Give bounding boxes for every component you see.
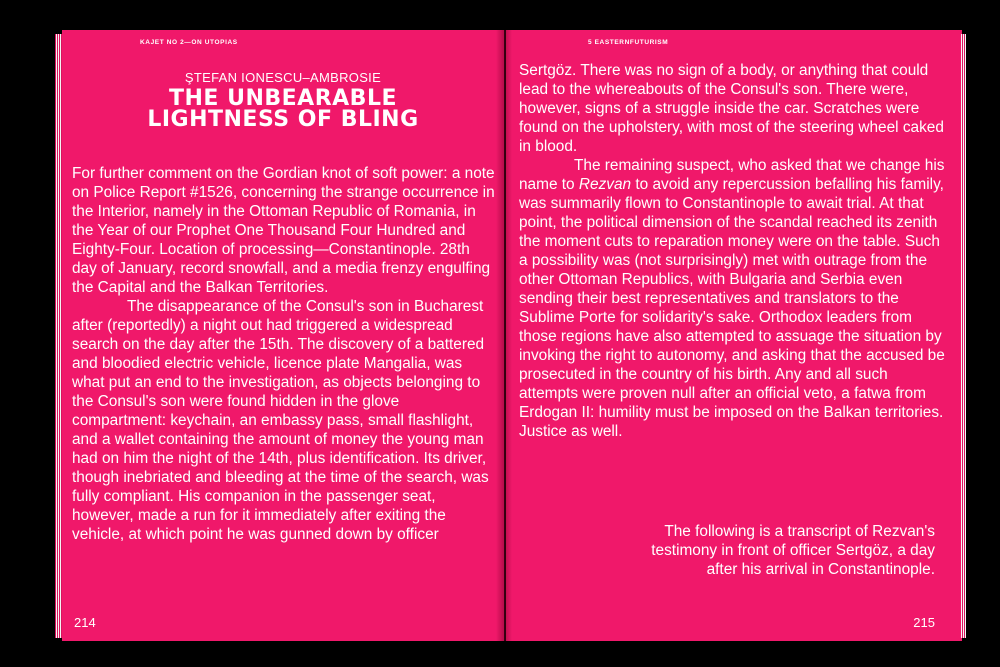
transcript-intro-line-3: after his arrival in Constantinople.	[706, 561, 935, 578]
title-line-2: LIGHTNESS OF BLING	[147, 107, 419, 132]
right-paragraph-2	[519, 156, 949, 441]
article-title	[62, 88, 504, 130]
page-number-left: 214	[74, 615, 96, 630]
magazine-spread	[55, 30, 966, 641]
running-head-right: 5 EASTERNFUTURISM	[588, 39, 669, 46]
paragraph-2-rest: to avoid any repercussion befalling his family, was summarily flown to Constantinople to await trial. At that point, the political dimension of the scandal reached its zenith the moment cuts to reparation money were on the table. Such a possibility was (not surprisingly) met with outrage from the other Ottoman Republics, with Bulgaria and Serbia even sending their best representatives and translators to the Sublime Porte for solidarity's sake. Orthodox leaders from those regions have also attempted to assuage the situation by invoking the right to autonomy, and asking that the accused be prosecuted in the country of his birth. Any and all such attempts were proven null after an official veto, a fatwa from Erdogan II: humility must be imposed on the Balkan territories. Justice as well.	[519, 176, 945, 440]
left-body-text	[72, 164, 497, 544]
transcript-intro	[605, 522, 935, 579]
running-head-left: KAJET NO 2—ON UTOPIAS	[140, 39, 238, 46]
page-number-right: 215	[913, 615, 935, 630]
right-page	[506, 30, 962, 641]
page-edges-right	[961, 34, 966, 638]
left-paragraph-2: The disappearance of the Consul's son in Bucharest after (reportedly) a night out had triggered a widespread search on the day after the 15th. The discovery of a battered and bloodied electric vehicle, licence plate Mangalia, was what put an end to the investigation, as objects belonging to the Consul's son were found hidden in the glove compartment: keychain, an embassy pass, small flashlight, and a wallet containing the amount of money the young man had on him the night of the 14th, plus identification. Its driver, though inebriated and bleeding at the time of the search, was fully compliant. His companion in the passenger seat, however, made a run for it immediately after exiting the vehicle, at which point he was gunned down by officer	[72, 298, 489, 543]
right-paragraph-1: Sertgöz. There was no sign of a body, or anything that could lead to the whereabouts of the Consul's son. There were, however, signs of a struggle inside the car. Scratches were found on the upholstery, with most of the steering wheel caked in blood.	[519, 62, 944, 155]
right-body-text	[519, 61, 949, 441]
transcript-intro-line-1: The following is a transcript of Rezvan's	[664, 523, 935, 540]
transcript-intro-line-2: testimony in front of officer Sertgöz, a day	[651, 542, 935, 559]
paragraph-2-start: The remaining suspect, who asked that we change his name to	[519, 157, 945, 193]
left-page	[62, 30, 504, 641]
left-paragraph-1: For further comment on the Gordian knot of soft power: a note on Police Report #1526, concerning the strange occurrence in the Interior, namely in the Ottoman Republic of Romania, in the Year of our Prophet One Thousand Four Hundred and Eighty-Four. Location of processing—Constantinople. 28th day of January, record snowfall, and a media frenzy engulfing the Capital and the Balkan Territories.	[72, 165, 495, 296]
title-line-1: THE UNBEARABLE	[169, 86, 397, 111]
author-name: ŞTEFAN IONESCU–AMBROSIE	[184, 70, 382, 85]
book-gutter	[496, 30, 512, 641]
pseudonym-italic: Rezvan	[578, 176, 632, 193]
